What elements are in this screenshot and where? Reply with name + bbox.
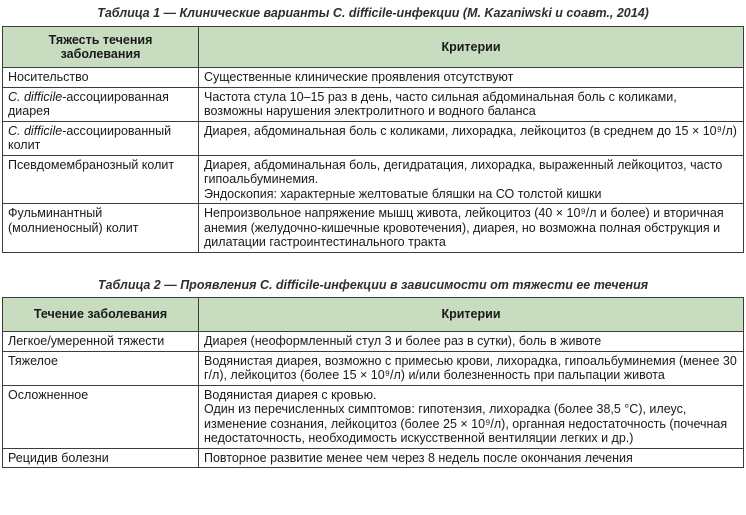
table1-caption: Таблица 1 — Клинические варианты C. difficile-инфекции (M. Kazaniwski и соавт., 2014) — [97, 6, 649, 20]
table-row — [3, 448, 744, 468]
table2 — [2, 297, 744, 468]
criteria-text: Непроизвольное напряжение мышц живота, лейкоцитоз (40 × 10⁹/л и более) и вторичная анемия (желудочно-кишечные кровотечения), диарея, но возможна полная обструкция и дилатации гастроинтестинального тракта — [204, 206, 724, 249]
table2-header-course: Течение заболевания — [3, 298, 199, 332]
table-row — [3, 87, 744, 121]
row-name-text: Носительство — [8, 70, 89, 84]
criteria-text: Существенные клинические проявления отсутствуют — [204, 70, 514, 84]
table-row — [3, 155, 744, 204]
table2-row-name: Рецидив болезни — [3, 448, 199, 468]
table2-row-name: Осложненное — [3, 385, 199, 448]
table2-row-criteria — [199, 332, 744, 352]
row-name-text: -ассоциированный колит — [8, 123, 172, 152]
criteria-text: Эндоскопия: характерные желтоватые бляшки на СО толстой кишки — [204, 186, 602, 201]
table2-row-name: Тяжелое — [3, 351, 199, 385]
table2-row-name: Легкое/умеренной тяжести — [3, 332, 199, 352]
row-name-text: -ассоциированная диарея — [8, 89, 169, 118]
table1-row-criteria — [199, 204, 744, 253]
table1-header-severity: Тяжесть течения заболевания — [3, 27, 199, 68]
table-row — [3, 385, 744, 448]
table1-row-criteria — [199, 87, 744, 121]
table-row — [3, 332, 744, 352]
criteria-text: Водянистая диарея с кровью. — [204, 387, 377, 402]
table2-row-criteria — [199, 448, 744, 468]
table1 — [2, 26, 744, 253]
criteria-text: Диарея, абдоминальная боль, дегидратация, лихорадка, выраженный лейкоцитоз, часто гипоальбуминемия. — [204, 157, 723, 186]
row-name-text: Псевдомембранозный колит — [8, 157, 175, 172]
table1-row-name — [3, 121, 199, 155]
table-row — [3, 204, 744, 253]
table1-header-row — [3, 27, 744, 68]
row-name-italic: C. difficile — [8, 123, 63, 138]
table1-row-criteria — [199, 121, 744, 155]
table1-row-name — [3, 155, 199, 204]
table1-row-name — [3, 204, 199, 253]
table-row — [3, 351, 744, 385]
table1-row-name — [3, 68, 199, 88]
row-name-italic: C. difficile — [8, 89, 63, 104]
criteria-text: Диарея, абдоминальная боль с коликами, лихорадка, лейкоцитоз (в среднем до 15 × 10⁹/л) — [204, 123, 737, 138]
table1-header-criteria: Критерии — [199, 27, 744, 68]
table2-header-criteria: Критерии — [199, 298, 744, 332]
criteria-text: Частота стула 10–15 раз в день, часто сильная абдоминальная боль с коликами, возможны нарушения электролитного и водного баланса — [204, 89, 677, 118]
table1-row-name — [3, 87, 199, 121]
criteria-text: Диарея (неоформленный стул 3 и более раз в сутки), боль в животе — [204, 334, 602, 348]
table2-caption: Таблица 2 — Проявления C. difficile-инфекции в зависимости от тяжести ее течения — [97, 278, 649, 292]
table1-row-criteria — [199, 155, 744, 204]
criteria-text: Один из перечисленных симптомов: гипотензия, лихорадка (более 38,5 °C), илеус, изменение сознания, лейкоцитоз (более 25 × 10⁹/л), органная недостаточность (почечная недостаточность, необходимость искусственной вентиляции легких и др.) — [204, 402, 728, 445]
table1-row-criteria — [199, 68, 744, 88]
table2-row-criteria — [199, 385, 744, 448]
criteria-text: Повторное развитие менее чем через 8 недель после окончания лечения — [204, 450, 633, 465]
criteria-text: Водянистая диарея, возможно с примесью крови, лихорадка, гипоальбуминемия (менее 30 г/л), лейкоцитоз (более 15 × 10⁹/л) и/или болезненность при пальпации живота — [204, 353, 737, 382]
table2-row-criteria — [199, 351, 744, 385]
row-name-text: Фульминантный (молниеносный) колит — [8, 206, 139, 235]
table-row — [3, 121, 744, 155]
table2-header-row — [3, 298, 744, 332]
table-row — [3, 68, 744, 88]
